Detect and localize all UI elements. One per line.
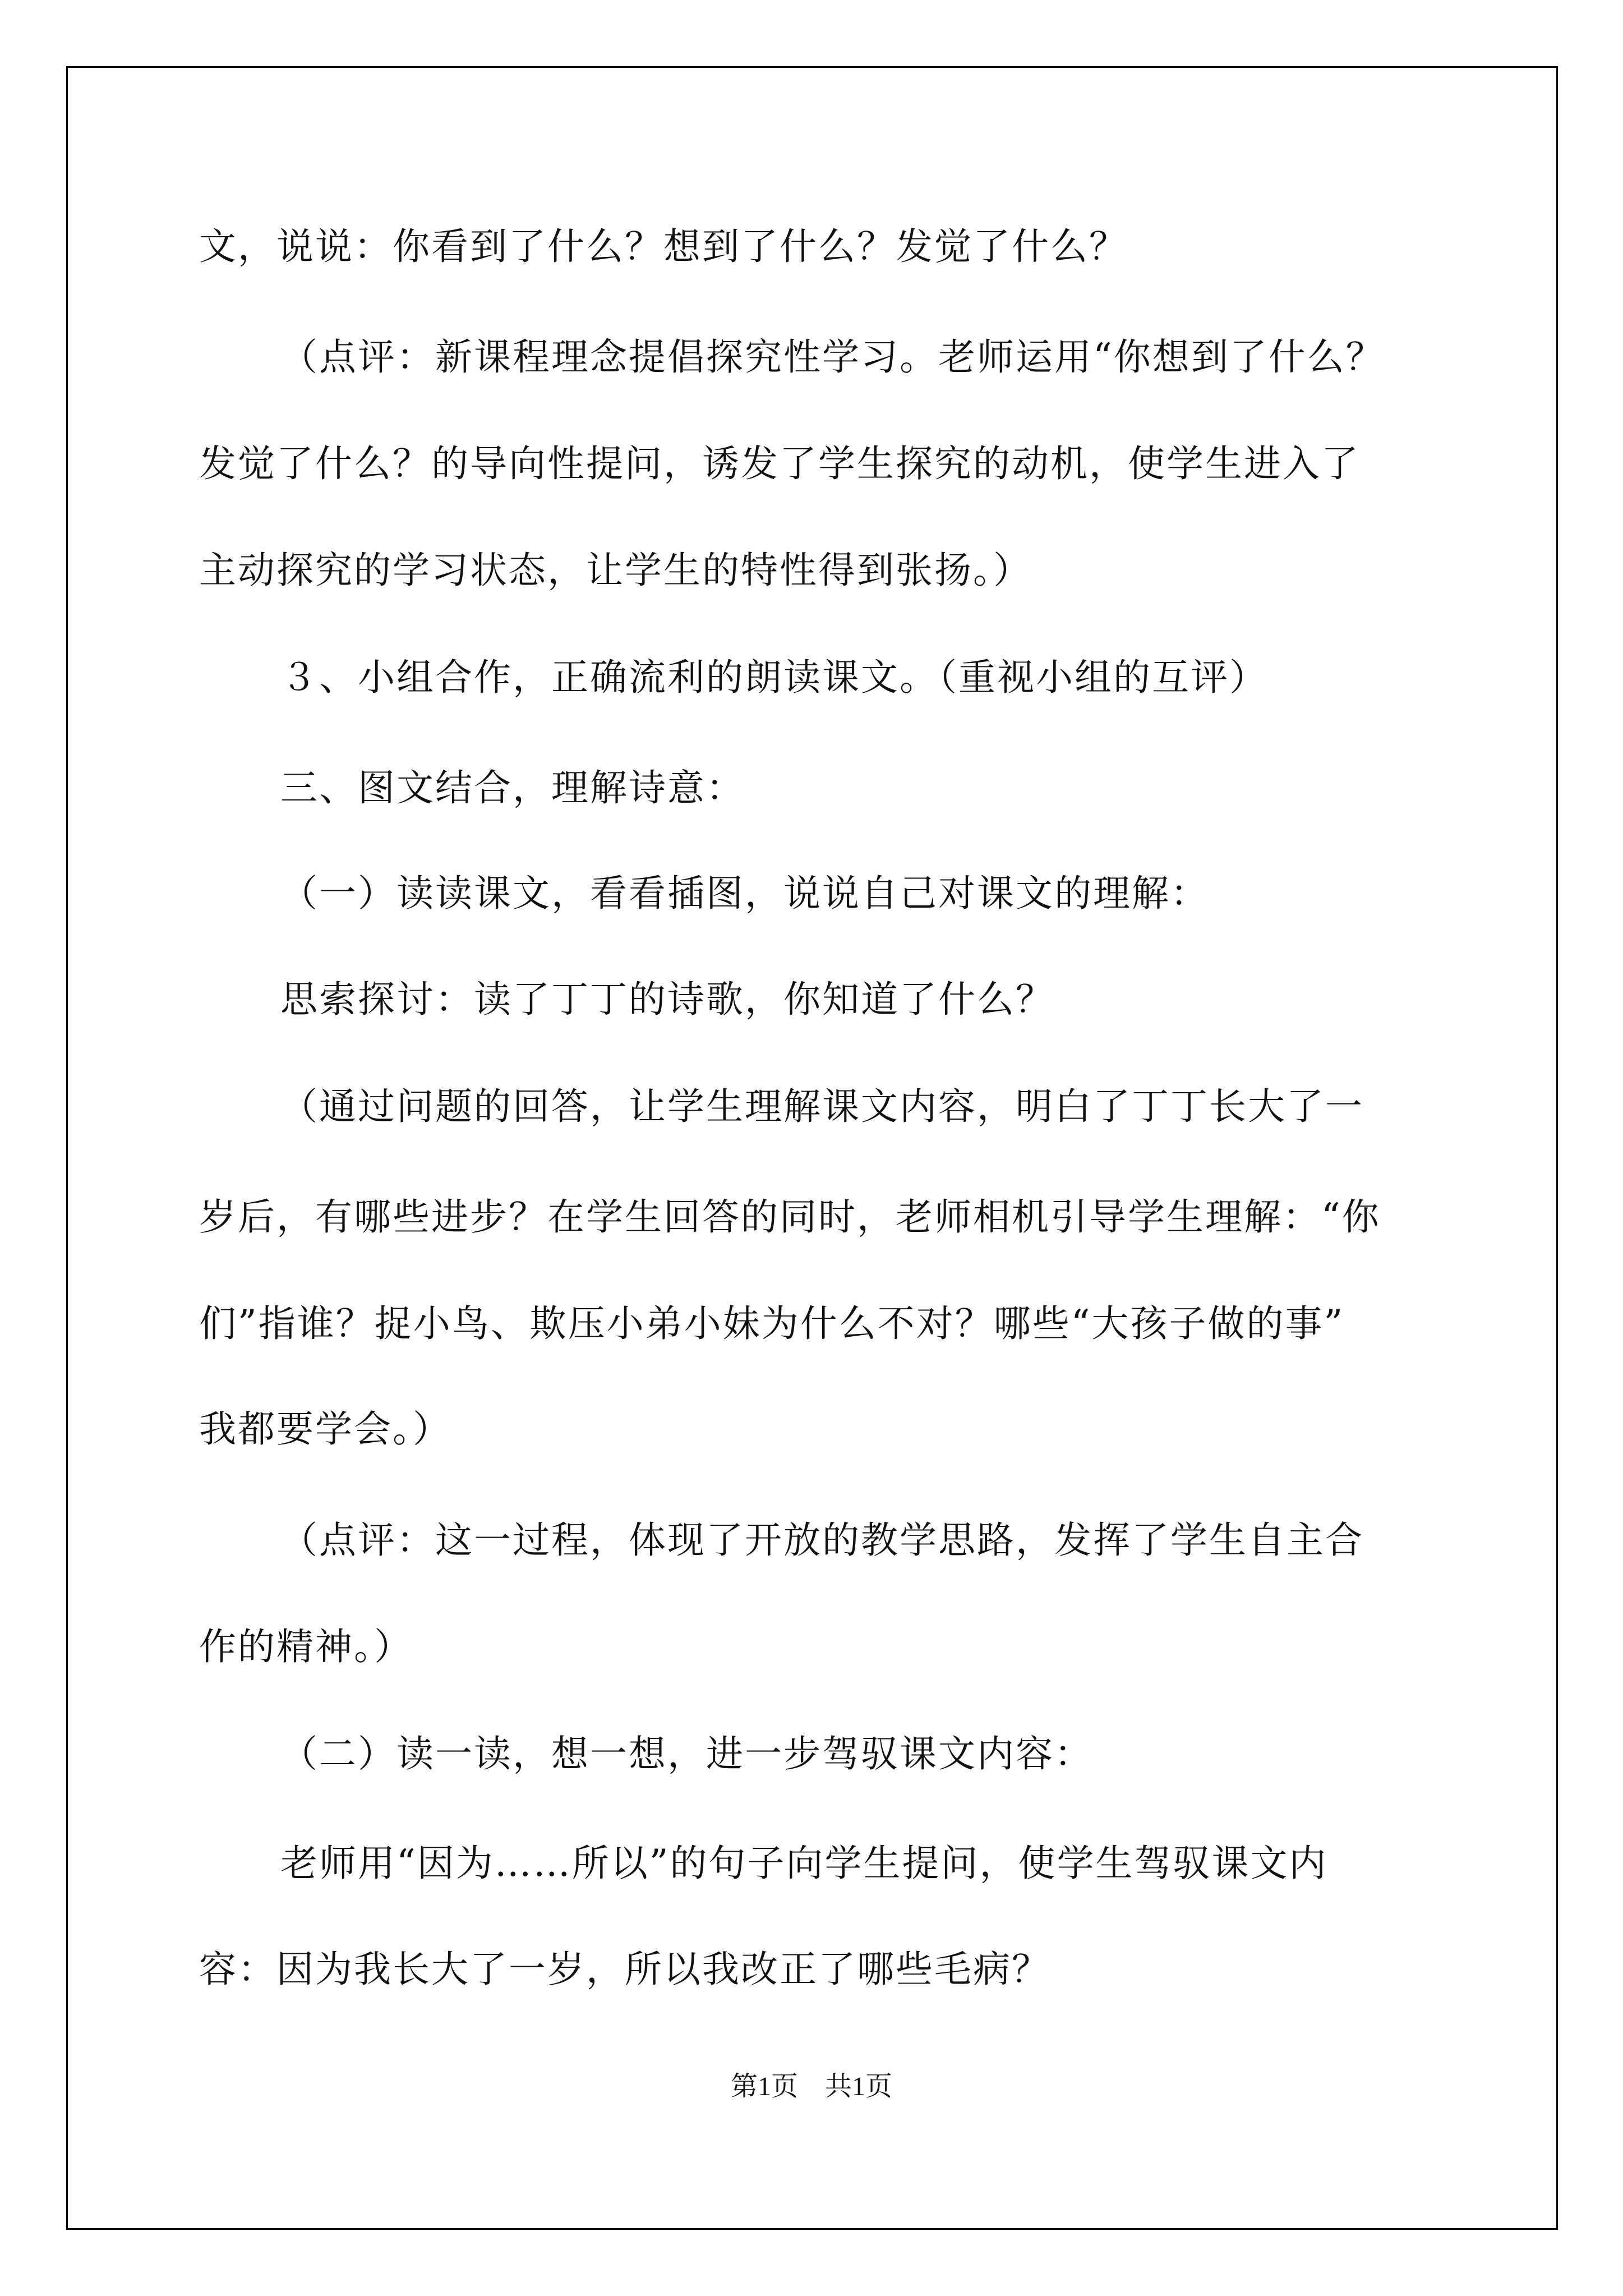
subsection-heading: （二）读一读，想一想，进一步驾驭课文内容： xyxy=(280,1732,1093,1775)
page-footer xyxy=(0,2070,1623,2104)
text-line: 我都要学会。） xyxy=(199,1407,451,1451)
section-heading: 三、图文结合，理解诗意： xyxy=(280,766,745,809)
page-total: 共1页 xyxy=(825,2072,893,2101)
text-line: 作的精神。） xyxy=(199,1625,413,1668)
text-line: 们”指谁？捉小鸟、欺压小弟小妹为什么不对？哪些“大孩子做的事” xyxy=(199,1302,1345,1345)
text-line: ３、小组合作，正确流利的朗读课文。（重视小组的互评） xyxy=(280,656,1268,699)
text-line: （点评：这一过程，体现了开放的教学思路，发挥了学生自主合 xyxy=(280,1519,1364,1562)
text-line: （点评：新课程理念提倡探究性学习。老师运用“你想到了什么？ xyxy=(280,335,1385,379)
text-line: 思索探讨：读了丁丁的诗歌，你知道了什么？ xyxy=(280,978,1054,1021)
text-line: 文，说说：你看到了什么？想到了什么？发觉了什么？ xyxy=(199,225,1128,268)
text-line: 发觉了什么？的导向性提问，诱发了学生探究的动机，使学生进入了 xyxy=(199,442,1360,485)
subsection-heading: （一）读读课文，看看插图，说说自己对课文的理解： xyxy=(280,872,1209,915)
text-line: 岁后，有哪些进步？在学生回答的同时，老师相机引导学生理解：“你 xyxy=(199,1195,1381,1239)
page-number: 第1页 xyxy=(730,2072,798,2101)
text-line: 老师用“因为……所以”的句子向学生提问，使学生驾驭课文内 xyxy=(280,1842,1328,1885)
page-border xyxy=(66,66,1558,2230)
text-line: 容：因为我长大了一岁，所以我改正了哪些毛病？ xyxy=(199,1948,1050,1991)
text-line: 主动探究的学习状态，让学生的特性得到张扬。） xyxy=(199,549,1032,592)
text-line: （通过问题的回答，让学生理解课文内容，明白了丁丁长大了一 xyxy=(280,1085,1364,1128)
